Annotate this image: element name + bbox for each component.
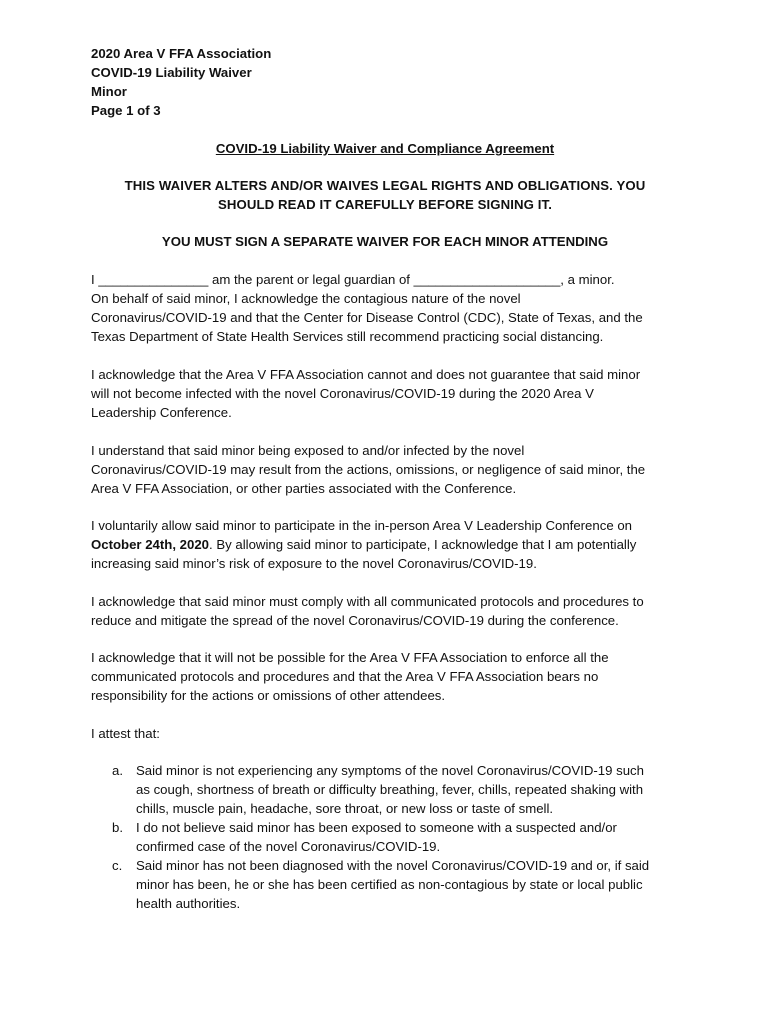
list-item — [112, 856, 692, 913]
header-page-number: Page 1 of 3 — [91, 103, 161, 118]
paragraph-line — [91, 535, 681, 554]
list-item-text — [136, 761, 692, 818]
list-marker: c. — [112, 858, 123, 873]
paragraph-exposure — [91, 441, 681, 498]
paragraph-line: I attest that: — [91, 726, 160, 741]
conference-date: October 24th, 2020 — [91, 537, 210, 552]
list-line: Said minor has not been diagnosed with the novel Coronavirus/COVID-19 and or, if said — [136, 858, 650, 873]
document-header — [91, 44, 271, 120]
header-waiver-name: COVID-19 Liability Waiver — [91, 65, 252, 80]
paragraph-line: communicated protocols and procedures and that the Area V FFA Association bears no — [91, 669, 599, 684]
paragraph-line: I understand that said minor being exposed to and/or infected by the novel — [91, 443, 525, 458]
paragraph-line: I _______________ am the parent or legal guardian of ____________________, a minor. — [91, 272, 615, 287]
paragraph-line: Texas Department of State Health Services still recommend practicing social distancing. — [91, 329, 604, 344]
list-item — [112, 761, 692, 818]
list-marker: a. — [112, 763, 123, 778]
header-association: 2020 Area V FFA Association — [91, 46, 272, 61]
paragraph-line: will not become infected with the novel Coronavirus/COVID-19 during the 2020 Area V — [91, 386, 594, 401]
list-item-text — [136, 856, 692, 913]
paragraph-enforcement — [91, 648, 681, 705]
document-title: COVID-19 Liability Waiver and Compliance Agreement — [215, 141, 555, 156]
separate-waiver-notice: YOU MUST SIGN A SEPARATE WAIVER FOR EACH MINOR ATTENDING — [161, 234, 609, 249]
list-line: confirmed case of the novel Coronavirus/COVID-19. — [136, 839, 441, 854]
paragraph-protocols — [91, 592, 681, 630]
paragraph-line: Area V FFA Association, or other parties associated with the Conference. — [91, 481, 517, 496]
list-line: I do not believe said minor has been exposed to someone with a suspected and/or — [136, 820, 617, 835]
paragraph-line: On behalf of said minor, I acknowledge the contagious nature of the novel — [91, 291, 521, 306]
paragraph-line-rest: . By allowing said minor to participate, I acknowledge that I am potentially — [209, 537, 637, 552]
list-marker: b. — [112, 820, 123, 835]
list-line: minor has been, he or she has been certified as non-contagious by state or local public — [136, 877, 643, 892]
paragraph-no-guarantee — [91, 365, 681, 422]
list-line: health authorities. — [136, 896, 241, 911]
paragraph-line: responsibility for the actions or omissions of other attendees. — [91, 688, 446, 703]
paragraph-participation — [91, 516, 681, 573]
legal-warning — [91, 176, 679, 214]
paragraph-line: Coronavirus/COVID-19 may result from the actions, omissions, or negligence of said minor, the — [91, 462, 646, 477]
paragraph-line: increasing said minor’s risk of exposure to the novel Coronavirus/COVID-19. — [91, 556, 537, 571]
list-line: as cough, shortness of breath or difficulty breathing, fever, chills, repeated shaking with — [136, 782, 644, 797]
paragraph-line: reduce and mitigate the spread of the novel Coronavirus/COVID-19 during the conference. — [91, 613, 619, 628]
paragraph-line: I acknowledge that said minor must comply with all communicated protocols and procedures to — [91, 594, 644, 609]
list-line: Said minor is not experiencing any symptoms of the novel Coronavirus/COVID-19 such — [136, 763, 644, 778]
legal-warning-line: THIS WAIVER ALTERS AND/OR WAIVES LEGAL RIGHTS AND OBLIGATIONS. YOU — [124, 178, 646, 193]
list-item-text — [136, 818, 692, 856]
paragraph-line: I acknowledge that the Area V FFA Association cannot and does not guarantee that said minor — [91, 367, 641, 382]
paragraph-line: I acknowledge that it will not be possible for the Area V FFA Association to enforce all the — [91, 650, 609, 665]
header-minor: Minor — [91, 84, 127, 99]
attestation-list — [112, 761, 692, 913]
paragraph-guardian — [91, 270, 681, 346]
list-line: chills, muscle pain, headache, sore throat, or new loss or taste of smell. — [136, 801, 554, 816]
paragraph-line: Leadership Conference. — [91, 405, 232, 420]
paragraph-line: Coronavirus/COVID-19 and that the Center for Disease Control (CDC), State of Texas, and the — [91, 310, 643, 325]
list-item — [112, 818, 692, 856]
paragraph-attest — [91, 724, 681, 743]
legal-warning-line: SHOULD READ IT CAREFULLY BEFORE SIGNING IT. — [217, 197, 552, 212]
paragraph-line: I voluntarily allow said minor to participate in the in-person Area V Leadership Conference on — [91, 518, 632, 533]
